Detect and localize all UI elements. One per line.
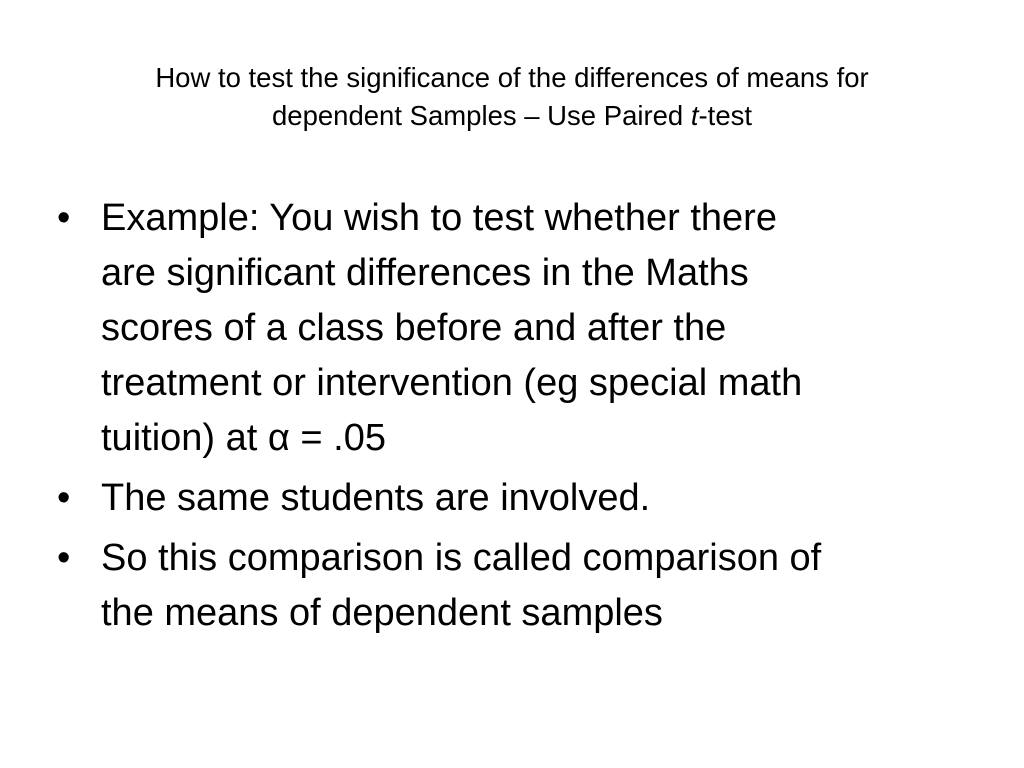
bullet-line: Example: You wish to test whether there	[101, 197, 777, 239]
title-line-2	[40, 97, 984, 135]
bullet-text	[101, 471, 987, 526]
bullet-text	[101, 531, 987, 641]
title-line-2-prefix: dependent Samples – Use Paired	[271, 100, 691, 131]
bullet-line: treatment or intervention (eg special math	[101, 362, 803, 404]
bullet-dot-icon: •	[57, 477, 71, 519]
bullet-line: The same students are involved.	[101, 477, 651, 519]
bullet-text	[101, 191, 987, 466]
title-line-1: How to test the significance of the differences of means for	[155, 62, 869, 93]
bullet-line: the means of dependent samples	[101, 592, 663, 634]
title-t-italic: t	[690, 100, 699, 131]
bullet-line: scores of a class before and after the	[101, 307, 727, 349]
slide-title	[40, 59, 984, 135]
bullet-line: So this comparison is called comparison of	[101, 537, 822, 579]
bullet-dot-icon: •	[57, 537, 71, 579]
bullet-line: tuition) at α = .05	[101, 417, 386, 459]
bullet-list	[57, 191, 987, 646]
bullet-item-comparison	[57, 531, 987, 641]
bullet-item-same-students	[57, 471, 987, 526]
bullet-line: are significant differences in the Maths	[101, 252, 749, 294]
title-line-2-suffix: -test	[698, 100, 752, 131]
bullet-item-example	[57, 191, 987, 466]
bullet-dot-icon: •	[57, 197, 71, 239]
